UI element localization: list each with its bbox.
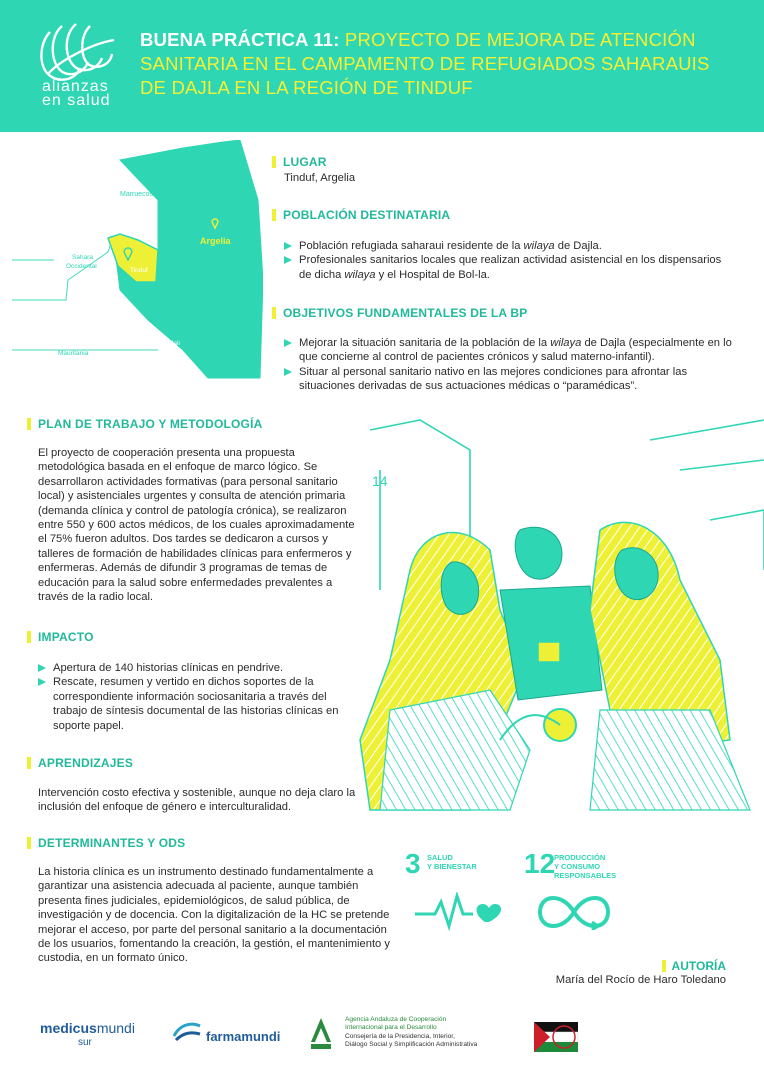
- mundi-word: mundi: [96, 1020, 135, 1036]
- poblacion-heading: [272, 208, 450, 222]
- ods-3-badge: [405, 848, 515, 944]
- junta-text: [345, 1016, 477, 1052]
- determinantes-heading: [27, 836, 185, 850]
- list-item: Apertura de 140 historias clínicas en pendrive.: [38, 661, 353, 675]
- ods-12-label2: Y CONSUMO: [554, 862, 601, 871]
- objetivos-item-1-ital: wilaya: [550, 337, 582, 349]
- list-item: [284, 253, 734, 282]
- junta-mark-icon: [305, 1016, 337, 1052]
- ods-3-number: 3: [405, 848, 421, 879]
- junta-line1: Agencia Andaluza de Cooperación: [345, 1016, 447, 1023]
- map-label-mauritania: Mauritania: [58, 350, 89, 357]
- impacto-heading: [27, 630, 94, 644]
- ods-12-label: [554, 853, 616, 880]
- medicus-word: medicus: [40, 1020, 97, 1036]
- medicus-mundi-logo: [40, 1020, 135, 1048]
- impacto-heading-text: IMPACTO: [38, 630, 94, 644]
- objetivos-heading: [272, 306, 527, 320]
- determinantes-heading-text: DETERMINANTES Y ODS: [38, 836, 186, 850]
- logo-line1: alianzas: [42, 78, 109, 95]
- map-label-argelia: Argelia: [200, 236, 231, 246]
- svg-text:14: 14: [372, 473, 388, 489]
- junta-line3: Consejería de la Presidencia, Interior,: [345, 1032, 455, 1040]
- list-item: Rescate, resumen y vertido en dichos soportes de la correspondiente información sociosanitaria a través del trabajo de síntesis documental de las historias clínicas en soporte papel.: [38, 675, 353, 733]
- list-item: [284, 239, 734, 253]
- objetivos-item-1-pre: Mejorar la situación sanitaria de la población de la: [299, 337, 551, 349]
- lugar-text: Tinduf, Argelia: [284, 172, 356, 184]
- aprendizajes-heading: [27, 756, 133, 770]
- header-banner: [0, 0, 764, 132]
- junta-line2: Internacional para el Desarrollo: [345, 1024, 437, 1032]
- objetivos-item-1-post: de Dajla (especialmente en lo que concierne al control de pacientes crónicos y salud materno-infantil).: [299, 337, 732, 364]
- autoria-heading-text: AUTORÍA: [671, 959, 726, 973]
- autoria-name: María del Rocío de Haro Toledano: [555, 974, 726, 986]
- ods-12-label3: RESPONSABLES: [554, 871, 617, 880]
- objetivos-heading-text: OBJETIVOS FUNDAMENTALES DE LA BP: [283, 306, 528, 320]
- ods-3-label: [427, 853, 477, 871]
- junta-andalucia-logo: [305, 1016, 477, 1052]
- impacto-list: [38, 661, 353, 733]
- title-rest: PROYECTO DE MEJORA DE ATENCIÓN SANITARIA EN EL CAMPAMENTO DE REFUGIADOS SAHARAUIS DE DAJLA EN LA REGIÓN DE TINDUF: [140, 29, 710, 98]
- aprendizajes-heading-text: APRENDIZAJES: [38, 756, 134, 770]
- objetivos-item-2-pre: Situar al personal sanitario nativo en las mejores condiciones para afrontar las situaciones derivadas de sus actuaciones médicas o “paramédicas”.: [299, 365, 688, 393]
- ods-3-label1: SALUD: [427, 853, 453, 862]
- infinity-icon: [538, 894, 610, 930]
- logo-text: [42, 80, 111, 108]
- poblacion-item-2-pre: Profesionales sanitarios locales que realizan actividad asistencial en los dispensarios de dicha: [299, 254, 722, 281]
- lugar-heading: [272, 155, 327, 169]
- farmamundi-logo: [172, 1018, 280, 1044]
- poblacion-item-1-post: de Dajla.: [554, 240, 602, 252]
- ods-12-badge: [524, 848, 634, 944]
- page-title: [140, 28, 740, 100]
- heartbeat-icon: [413, 892, 503, 932]
- objetivos-list: [284, 336, 739, 394]
- title-lead: BUENA PRÁCTICA 11:: [140, 29, 340, 50]
- plan-heading-text: PLAN DE TRABAJO Y METODOLOGÍA: [38, 417, 263, 431]
- ngo-emblem-icon: [528, 1018, 584, 1058]
- ods-12-number: 12: [524, 848, 556, 879]
- health-workers-illustration: [350, 410, 764, 830]
- sur-word: sur: [78, 1037, 92, 1048]
- farmamundi-mark-icon: [172, 1018, 202, 1044]
- plan-heading: [27, 417, 263, 431]
- plan-text: El proyecto de cooperación presenta una propuesta metodológica basada en el enfoque de marco lógico. Se desarrollaron actividades formativas (para personal sanitario local) y asistenciales urgentes y consulta de atención primaria (demanda clínica y control de patología crónica), se realizaron entre 550 y 600 actos médicos, de los cuales aproximadamente el 75% fueron adultos. Dos tardes se dedicaron a cursos y talleres de formación de habilidades clínicas para enfermeros y enfermeras. Además de difundir 3 programas de temas de educación para la salud sobre enfermedades prevalentes a través de la radio local.: [38, 447, 355, 604]
- poblacion-item-1-pre: Población refugiada saharaui residente de la: [299, 240, 524, 252]
- poblacion-heading-text: POBLACIÓN DESTINATARIA: [283, 208, 451, 222]
- ods-12-label1: PRODUCCIÓN: [554, 853, 606, 862]
- aprendizajes-text: Intervención costo efectiva y sostenible, aunque no deja claro la inclusión del enfoque de género e interculturalidad.: [38, 787, 356, 814]
- autoria-heading: [662, 959, 726, 973]
- poblacion-item-2-ital: wilaya: [344, 268, 376, 281]
- tinduf-shape: [108, 234, 158, 282]
- map-label-mali: Mali: [168, 340, 180, 347]
- map-label-sahara1: Sahara: [72, 254, 93, 261]
- farmamundi-text: farmamundi: [206, 1028, 281, 1044]
- poblacion-item-1-ital: wilaya: [523, 240, 555, 252]
- map-label-marruecos: Marruecos: [120, 191, 154, 198]
- map-label-sahara2: Occidental: [66, 263, 97, 270]
- poblacion-item-2-post: y el Hospital de Bol-la.: [375, 268, 490, 281]
- region-map: [8, 140, 263, 380]
- lugar-heading-text: LUGAR: [283, 155, 327, 169]
- poblacion-list: [284, 239, 734, 282]
- logo-line2: en salud: [42, 92, 111, 109]
- list-item: [284, 365, 739, 394]
- list-item: [284, 336, 739, 365]
- junta-line4: Diálogo Social y Simplificación Administrativa: [345, 1041, 478, 1049]
- determinantes-text: La historia clínica es un instrumento destinado fundamentalmente a garantizar una asistencia adecuada al paciente, aunque también presenta fines judiciales, epidemiológicos, de salud pública, de investigación y de docencia. Con la digitalización de la HC se pretende mejorar el acceso, por parte del personal sanitario a la documentación de los usuarios, fomentando la creación, la gestión, el mantenimiento y custodia, en un formato único.: [38, 866, 390, 965]
- ods-3-label2: Y BIENESTAR: [427, 862, 477, 871]
- map-label-tinduf: Tinduf: [130, 267, 148, 274]
